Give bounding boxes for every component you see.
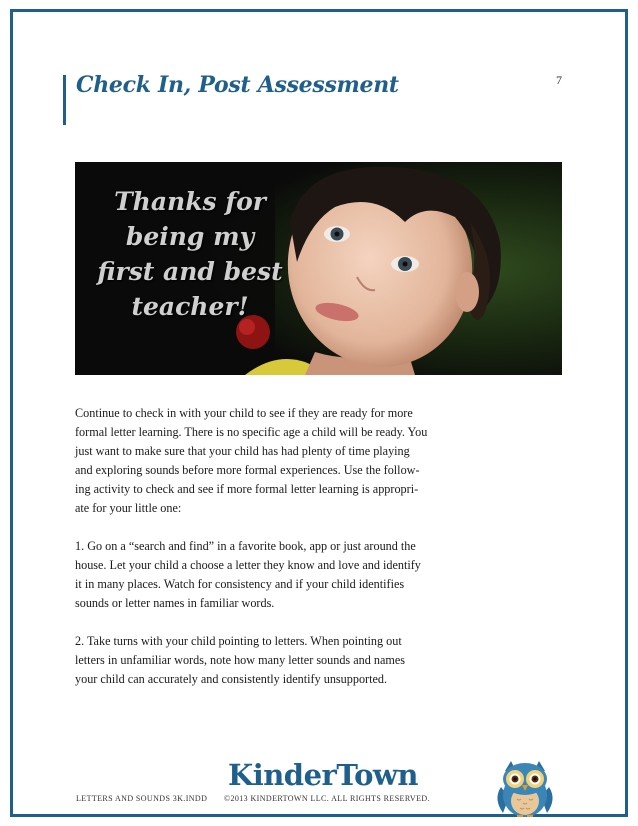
photo-caption-line: Thanks for	[114, 187, 266, 216]
owl-icon	[493, 757, 557, 819]
child-photo	[75, 162, 562, 375]
intro-paragraph: Continue to check in with your child to see if they are ready for more formal letter learning. There is no specific age a child will be ready. You just want to make sure that your child has had plenty of time playing and exploring sounds before more formal experiences. Use the follow- ing activity to check and see if more formal letter learning is appropri- ate for your little one:	[75, 406, 428, 515]
photo-caption-line: being my	[125, 222, 255, 251]
kindertown-logo: KinderTown	[228, 758, 418, 792]
title-accent-bar	[63, 75, 66, 125]
page-number: 7	[556, 73, 562, 87]
activity-two-paragraph: 2. Take turns with your child pointing to letters. When pointing out letters in unfamiliar words, note how many letter sounds and names your child can accurately and consistently identify unsupported.	[75, 634, 406, 686]
page-title: Check In, Post Assessment	[76, 72, 399, 98]
footer-file-name: LETTERS AND SOUNDS 3K.INDD	[76, 794, 208, 803]
photo-caption-line: teacher!	[131, 292, 249, 321]
footer-copyright: ©2013 KINDERTOWN LLC. ALL RIGHTS RESERVED.	[224, 794, 430, 803]
activity-one-paragraph: 1. Go on a “search and find” in a favorite book, app or just around the house. Let your child a choose a letter they know and love and identify it in many places. Watch for consistency and if your child identifies sounds or letter names in familiar words.	[75, 539, 421, 610]
photo-caption	[95, 184, 285, 324]
body-text	[75, 404, 445, 708]
photo-caption-line: first and best	[97, 257, 283, 286]
